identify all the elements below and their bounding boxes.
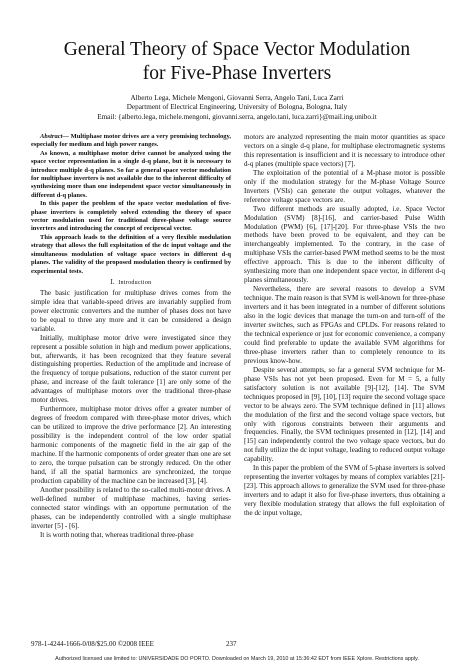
abstract-paragraph-4: This approach leads to the definition of a very flexible modulation strategy that allows the full exploitation of the dc input voltage and the simultaneous modulation of voltage space vectors in different d-q planes. The validity of the proposed modulation theory is confirmed by experimental tests. — [31, 233, 231, 275]
author-email: Email: {alberto.lega, michele.mengoni, giovanni.serra, angelo.tani, luca.zarri}@mail.ing.unibo.it — [97, 112, 377, 121]
body-paragraph: Despite several attempts, so far a general SVM technique for M-phase VSIs has not yet been proposed. Even for M = 5, a fully satisfactory solution is not available [9]-[12], [14]. The SVM techniques proposed in [9], [10], [13] require the second voltage space vector to be always zero. The SVM technique defined in [11] allows the modulation of the first and the second voltage space vectors, but only with rigorous constraints between their arguments and frequencies. Finally, the SVM techniques presented in [12], [14] and [15] can independently control the two voltage space vectors, but do not fully utilize the dc input voltage, leading to reduced output voltage capability. — [244, 365, 445, 464]
section-heading-introduction — [31, 278, 231, 288]
section-numeral: I. — [110, 277, 115, 286]
abstract-label: Abstract — [40, 133, 63, 140]
body-paragraph: Two different methods are usually adopted, i.e. Space Vector Modulation (SVM) [8]-[16], and carrier-based Pulse Width Modulation (PWM) [6], [17]-[20]. For three-phase VSIs the two methods have been proved to be equivalent, and they can be interchangeably implemented. To the contrary, in the case of multiphase VSIs the carrier-based PWM method seems to be the most effective approach. This is due to the inherent difficulty of synthesizing more than one independent space vector, in different d-q planes simultaneously. — [244, 204, 445, 285]
body-paragraph: Furthermore, multiphase motor drives offer a greater number of degrees of freedom compared with three-phase motor drives, which can be utilized to improve the drive performance [2]. An interesting possibility is the independent control of the low order spatial harmonic components of the magnetic field in the air gap of the machine. If the harmonic components of order greater than one are set to zero, the torque pulsation can be strongly reduced. On the other hand, if all the spatial harmonics are synchronized, the torque production capability of the machine can be increased [3], [4]. — [31, 405, 231, 485]
paper-title — [40, 38, 434, 86]
section-title: Introduction — [118, 279, 152, 286]
footer-isbn: 978-1-4244-1666-0/08/$25.00 ©2008 IEEE — [31, 640, 154, 648]
body-paragraph: In this paper the problem of the SVM of 5-phase inverters is solved representing the inverter voltages by means of complex variables [21]-[23]. This approach allows to generalize the SVM used for three-phase inverters and to adapt it also for five-phase inverters, thus obtaining a very flexible modulation strategy that allows the full exploitation of the dc input voltage, — [244, 464, 445, 518]
abstract-paragraph-3: In this paper the problem of the space vector modulation of five-phase inverters is completely solved extending the theory of space vector modulation used for traditional three-phase voltage source inverters and introducing the concept of reciprocal vector. — [31, 200, 231, 233]
author-names: Alberto Lega, Michele Mengoni, Giovanni Serra, Angelo Tani, Luca Zarri — [130, 94, 344, 102]
body-paragraph: The basic justification for multiphase drives comes from the simple idea that variable-speed drives are invariably supplied from power electronic converters and the number of phases does not have to be equal to three any more and it can be considered a design variable. — [31, 288, 231, 333]
abstract-dash: — — [62, 133, 69, 140]
title-line-1: General Theory of Space Vector Modulation — [63, 39, 411, 60]
body-paragraph: Nevertheless, there are several reasons to develop a SVM technique. The main reason is that SVM is well-known for three-phase inverters and it has been integrated in a number of different solutions also in the logic devices that manage the turn-on and turn-off of the inverter switches, such as FPGAs and CPLDs. For reasons related to the technical experience or just for economic convenience, a company could find preferable to update the available SVM algorithms for three-phase inverters rather than to completely renounce to its previous know-how. — [244, 285, 446, 365]
abstract-paragraph-2: As known, a multiphase motor drive cannot be analyzed using the space vector representation in a single d-q plane, but it is necessary to introduce multiple d-q planes. So far a general space vector modulation for multiphase inverters is not available due to the inherent difficulty of synthesizing more than one independent space vector simultaneously in different d-q planes. — [31, 149, 231, 199]
abstract-paragraph-1 — [31, 133, 231, 150]
left-column — [31, 133, 231, 540]
abstract-text-1: Multiphase motor drives are a very promising technology, especially for medium and high power ranges. — [31, 133, 232, 149]
body-paragraph: Another possibility is related to the so-called multi-motor drives. A well-defined number of multiphase machines, having series-connected stator windings with an opportune permutation of the phases, can be independently controlled with a single multiphase inverter [5] - [6]. — [31, 485, 231, 530]
right-column — [244, 133, 445, 518]
title-line-2: for Five-Phase Inverters — [142, 63, 332, 84]
body-paragraph: Initially, multiphase motor drive were investigated since they represent a possible solution in high and medium power applications, but, afterwards, it has been recognized that they feature several distinguishing properties. Reduction of the amplitude and increase of the frequency of torque pulsations, reduction of the stator current per phase, and increase of the fault tolerance [1] are only some of the advantages of multiphase motors over the traditional three-phase motor drives. — [31, 333, 231, 405]
body-paragraph: The exploitation of the potential of a M-phase motor is possible only if the modulation strategy for the M-phase Voltage Source Inverters (VSIs) can generate the output voltages, whatever the reference voltage space vectors are. — [244, 168, 445, 204]
author-affiliation: Department of Electrical Engineering, University of Bologna, Bologna, Italy — [126, 103, 348, 112]
download-notice: Authorized licensed use limited to: UNIVERSIDADE DO PORTO. Downloaded on March 19, 2010 at 15:36:42 EDT from IEEE Xplore. Restrictions apply. — [55, 656, 419, 662]
author-block — [40, 94, 434, 122]
body-paragraph: It is worth noting that, whereas traditional three-phase — [40, 530, 194, 539]
page-number: 237 — [226, 640, 237, 648]
body-paragraph: motors are analyzed representing the main motor quantities as space vectors on a single d-q plane, for multiphase electromagnetic systems this representation is insufficient and it is necessary to introduce other d-q planes (multiple space vectors) [7]. — [244, 133, 445, 168]
